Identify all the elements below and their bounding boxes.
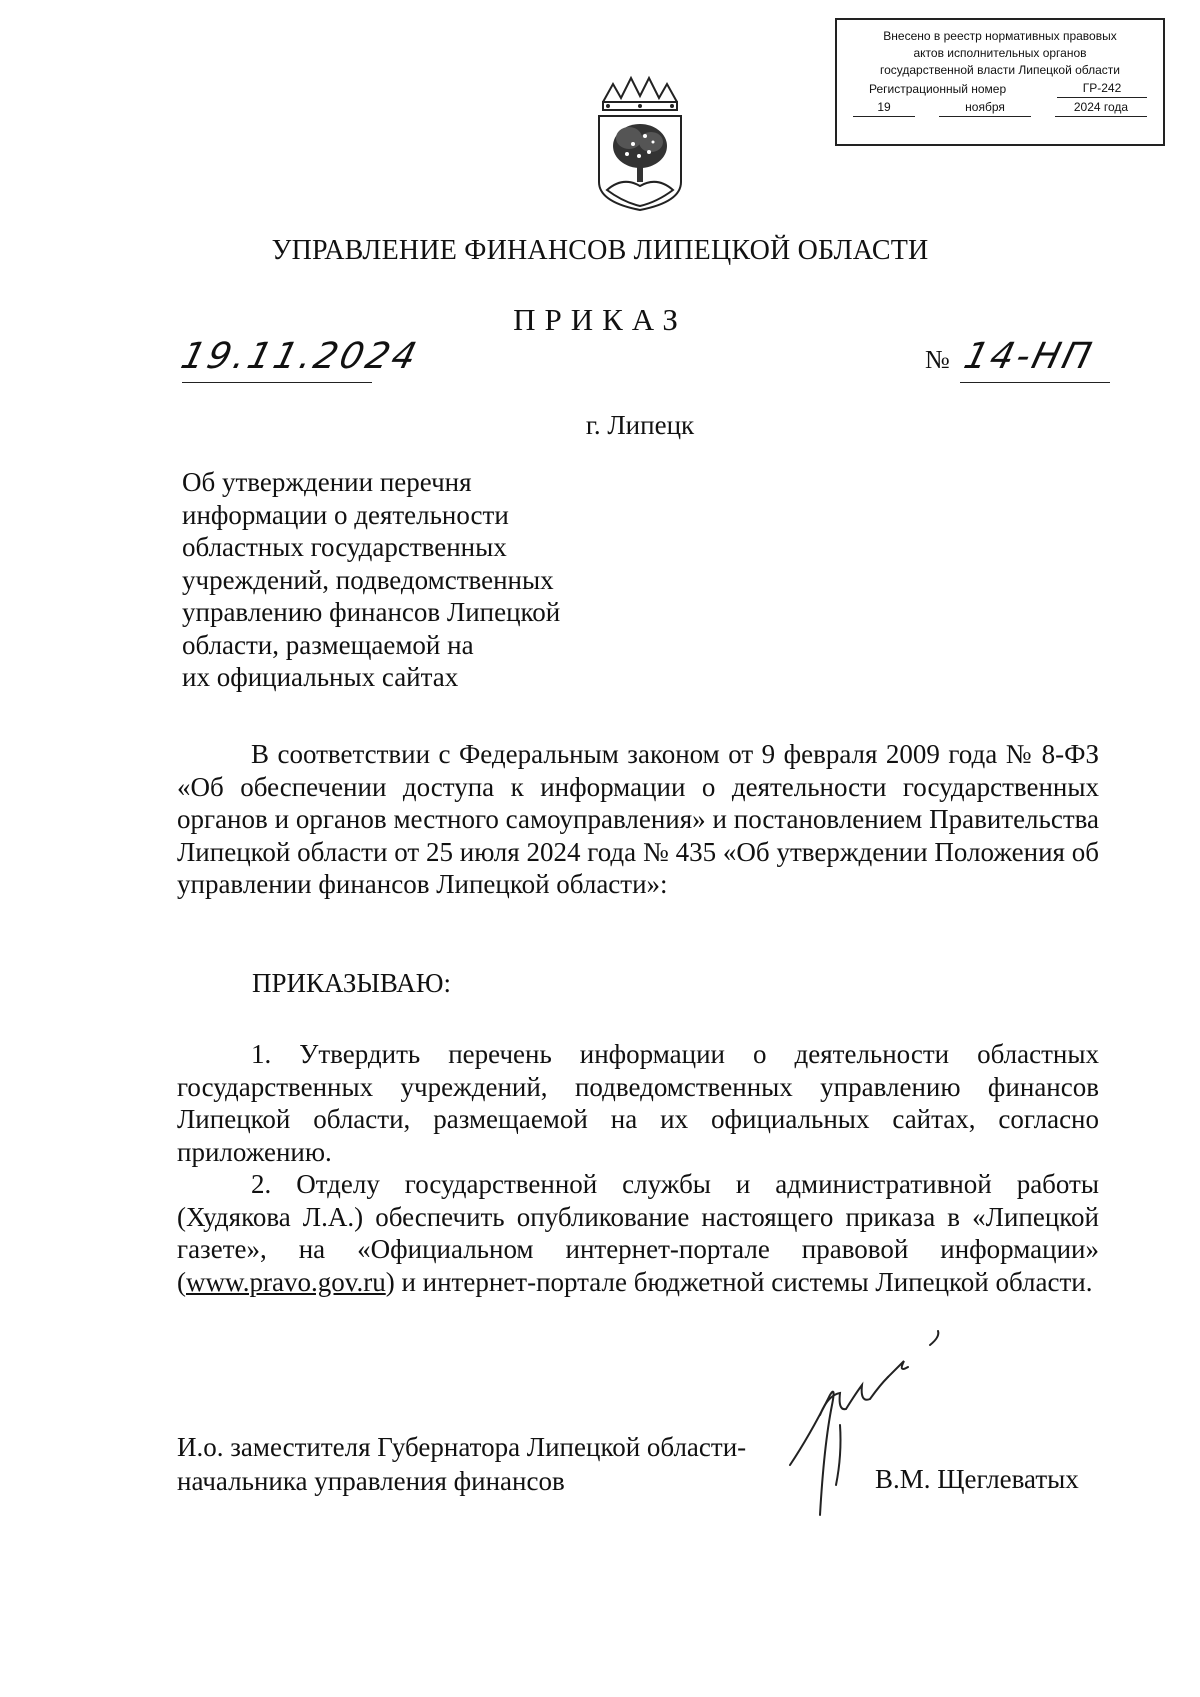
organization-name: УПРАВЛЕНИЕ ФИНАНСОВ ЛИПЕЦКОЙ ОБЛАСТИ bbox=[271, 235, 929, 266]
number-sign: № bbox=[925, 345, 950, 374]
preamble-paragraph: В соответствии с Федеральным законом от 9 февраля 2009 года № 8-ФЗ «Об обеспечении доступа к информации о деятельности государственных органов и органов местного самоуправления» и постановлением Правительства Липецкой области от 25 июля 2024 года № 435 «Об утверждении Положения об управлении финансов Липецкой области»: bbox=[177, 739, 1099, 899]
signatory-name: В.М. Щеглеватых bbox=[875, 1464, 1079, 1494]
stamp-line-1: Внесено в реестр нормативных правовых bbox=[883, 29, 1117, 43]
registry-stamp bbox=[835, 18, 1165, 146]
order-item-2 bbox=[177, 1168, 1099, 1298]
subject-line: Об утверждении перечня bbox=[182, 467, 472, 497]
preamble bbox=[177, 738, 1099, 901]
document-type: ПРИКАЗ bbox=[513, 302, 687, 337]
subject-line: их официальных сайтах bbox=[182, 662, 459, 692]
city: г. Липецк bbox=[585, 410, 695, 440]
stamp-month: ноября bbox=[939, 99, 1031, 117]
stamp-year: 2024 года bbox=[1055, 99, 1147, 117]
lipetsk-coat-of-arms-icon bbox=[593, 72, 687, 212]
item-2-text: 2. Отделу государственной службы и административной работы (Худякова Л.А.) обеспечить опубликование настоящего приказа в «Липецкой газете», на «Официальном интернет-портале правовой информации» ( bbox=[177, 1169, 1099, 1297]
subject-line: управлению финансов Липецкой bbox=[182, 597, 561, 627]
order-subject bbox=[182, 466, 602, 694]
order-word: ПРИКАЗЫВАЮ: bbox=[252, 968, 451, 998]
stamp-line-3: государственной власти Липецкой области bbox=[879, 63, 1121, 77]
position-line-2: начальника управления финансов bbox=[177, 1466, 565, 1496]
subject-line: информации о деятельности bbox=[182, 499, 509, 530]
stamp-day: 19 bbox=[853, 99, 915, 117]
stamp-reg-number: ГР-242 bbox=[1057, 80, 1147, 98]
handwritten-date: 19.11.2024 bbox=[176, 336, 424, 377]
handwritten-number: 14-НП bbox=[959, 336, 1099, 377]
pravo-link[interactable]: www.pravo.gov.ru bbox=[186, 1266, 386, 1297]
number-underline bbox=[960, 382, 1110, 383]
subject-line: областных государственных bbox=[182, 532, 507, 562]
stamp-line-2: актов исполнительных органов bbox=[913, 46, 1087, 60]
date-underline bbox=[182, 382, 372, 383]
order-items bbox=[177, 1038, 1099, 1298]
order-item-1: 1. Утвердить перечень информации о деятельности областных государственных учреждений, подведомственных управлению финансов Липецкой области, размещаемой на их официальных сайтах, согласно приложению. bbox=[177, 1039, 1099, 1167]
item-2-text-end: ) и интернет-портале бюджетной системы Липецкой области. bbox=[385, 1266, 1093, 1297]
signatory-position bbox=[177, 1430, 746, 1498]
position-line-1: И.о. заместителя Губернатора Липецкой области- bbox=[177, 1432, 747, 1462]
subject-line: учреждений, подведомственных bbox=[182, 564, 554, 595]
stamp-reg-label: Регистрационный номер bbox=[869, 82, 1007, 96]
handwritten-signature bbox=[780, 1315, 990, 1530]
subject-line: области, размещаемой на bbox=[182, 629, 474, 660]
